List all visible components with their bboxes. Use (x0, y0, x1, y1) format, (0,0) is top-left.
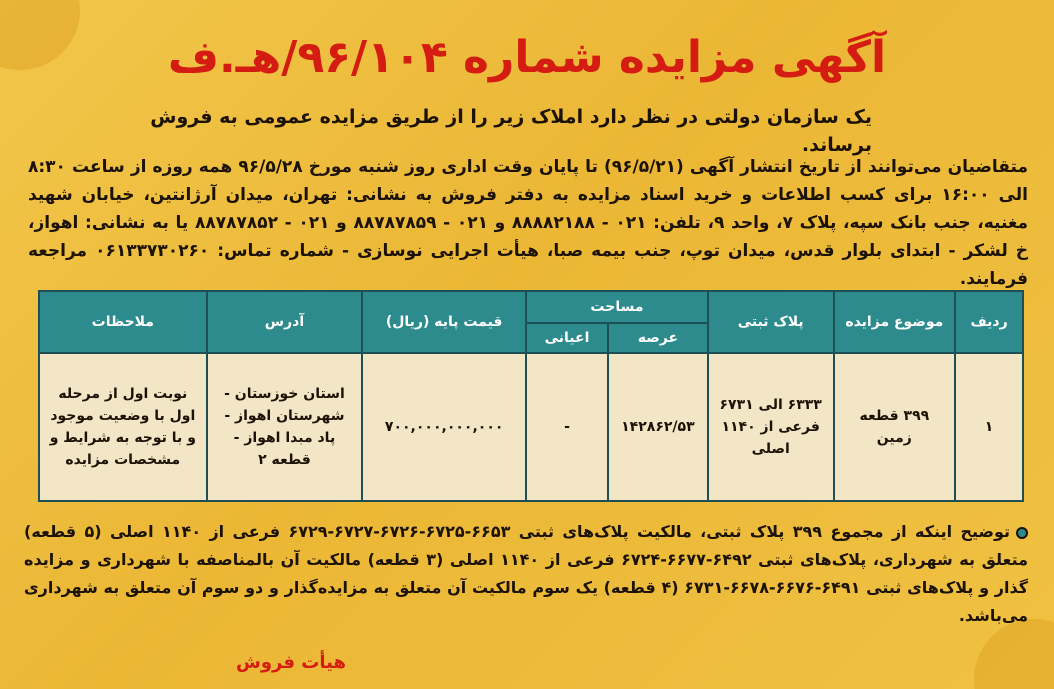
cell-base-price: ۷۰۰,۰۰۰,۰۰۰,۰۰۰ (362, 353, 526, 501)
cell-plaque: ۶۳۳۳ الی ۶۷۳۱ فرعی از ۱۱۴۰ اصلی (708, 353, 834, 501)
header-row-number: ردیف (955, 291, 1023, 353)
signature: هیأت فروش (236, 652, 346, 673)
cell-subject: ۳۹۹ قطعه زمین (834, 353, 956, 501)
notice-intro-paragraph: متقاضیان می‌توانند از تاریخ انتشار آگهی (۹۶/۵/۲۱) تا پایان وقت اداری روز شنبه مورخ ۹۶/۵/۲۸ همه روزه از ساعت ۸:۳۰ الی ۱۶:۰۰ برای کسب اطلاعات و خرید اسناد مزایده به دفتر فروش به نشانی: تهران، میدان آرژانتین، خیابان شهید مغنیه، جنب بانک سپه، پلاک ۷، واحد ۹، تلفن: ۰۲۱ - ۸۸۸۸۲۱۸۸ و ۰۲۱ - ۸۸۷۸۷۸۵۹ و ۰۲۱ - ۸۸۷۸۷۸۵۲ یا به نشانی: اهواز، خ لشکر - ابتدای بلوار قدس، میدان توپ، جنب بیمه صبا، هیأت اجرایی نوسازی - شماره تماس: ۰۶۱۳۳۷۳۰۲۶۰ مراجعه فرمایند. (28, 157, 1029, 289)
header-building-area: اعیانی (526, 323, 608, 353)
cell-notes: نوبت اول از مرحله اول با وضعیت موجود و با توجه به شرایط و مشخصات مزایده (39, 353, 207, 501)
header-plaque: پلاک ثبتی (708, 291, 834, 353)
cell-building-area: - (526, 353, 608, 501)
table-row (39, 353, 1023, 501)
auction-table (38, 290, 1024, 502)
notice-subtitle: یک سازمان دولتی در نظر دارد املاک زیر را از طریق مزایده عمومی به فروش برساند. (150, 106, 872, 156)
header-area: مساحت (526, 291, 708, 323)
cell-row-number: ۱ (955, 353, 1023, 501)
notice-title: آگهی مزایده شماره ۹۶/۱۰۴/هـ.ف (167, 32, 887, 83)
header-notes: ملاحظات (39, 291, 207, 353)
header-land-area: عرصه (608, 323, 708, 353)
header-base-price: قیمت پایه (ریال) (362, 291, 526, 353)
bullet-icon (1016, 527, 1028, 539)
ownership-note-text: توضیح اینکه از مجموع ۳۹۹ پلاک ثبتی، مالکیت پلاک‌های ثبتی ۶۶۵۳-۶۷۲۵-۶۷۲۶-۶۷۲۷-۶۷۲۹ فرعی از ۱۱۴۰ اصلی (۵ قطعه) متعلق به شهرداری، پلاک‌های ثبتی ۶۴۹۲-۶۶۷۷-۶۷۲۴ فرعی از ۱۱۴۰ اصلی (۳ قطعه) مالکیت آن بالمناصفه با شهرداری و مزایده گذار و پلاک‌های ثبتی ۶۴۹۱-۶۶۷۶-۶۶۷۸-۶۷۳۱ (۴ قطعه) یک سوم مالکیت آن متعلق به مزایده‌گذار و دو سوم آن متعلق به شهرداری می‌باشد. (24, 522, 1029, 625)
header-address: آدرس (207, 291, 363, 353)
cell-land-area: ۱۴۲۸۶۲/۵۳ (608, 353, 708, 501)
ownership-note (24, 518, 1028, 630)
header-subject: موضوع مزایده (834, 291, 956, 353)
cell-address: استان خوزستان - شهرستان اهواز - پاد مبدا اهواز - قطعه ۲ (207, 353, 363, 501)
